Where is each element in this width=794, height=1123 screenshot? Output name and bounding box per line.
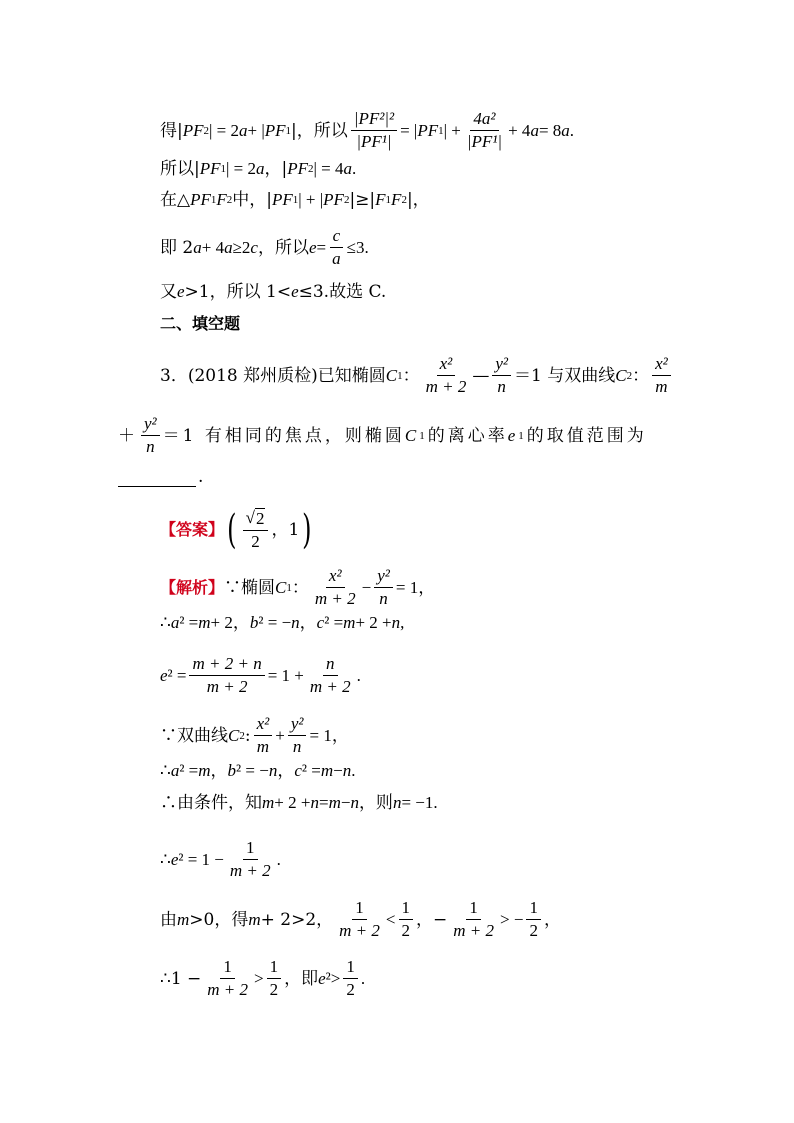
text: −	[333, 761, 343, 780]
text: .	[360, 968, 366, 988]
left-paren: (	[227, 507, 237, 553]
numerator: 1	[352, 898, 367, 920]
var-n: n	[391, 613, 401, 632]
numerator: 4a²	[470, 109, 498, 131]
text: ²>	[325, 968, 341, 988]
text: ，即	[284, 968, 319, 989]
solution-line-1	[160, 566, 435, 609]
text: 又	[160, 282, 177, 302]
text: .	[198, 467, 204, 487]
problem-line-1	[160, 354, 674, 397]
numerator: 1	[526, 898, 541, 920]
text: ，	[299, 613, 317, 633]
text: | = 4	[313, 159, 344, 178]
var-n: n	[310, 793, 319, 812]
denominator: m + 2	[309, 677, 351, 696]
denominator: n	[146, 437, 155, 456]
var-pf: PF	[199, 159, 221, 178]
heading-text: 二、填空题	[160, 314, 241, 333]
numerator: 1	[220, 957, 235, 979]
subscript: 2	[626, 369, 633, 382]
derivation-line-1	[160, 109, 574, 152]
text: ² =	[301, 761, 321, 780]
denominator: n	[292, 737, 302, 756]
text: ≥2	[232, 237, 251, 257]
denominator: m + 2	[207, 980, 249, 999]
text: 3．(2018 郑州质检)已知椭圆	[160, 365, 386, 386]
text: ，则	[358, 793, 393, 813]
var-c: c	[294, 761, 302, 780]
text: ＝1 与双曲线	[514, 365, 616, 386]
var-m: m	[320, 761, 334, 780]
fraction	[141, 414, 160, 457]
subscript: 1	[285, 124, 292, 137]
text: ∴1 −	[160, 968, 202, 989]
var-m: m	[198, 613, 211, 632]
var-m: m	[248, 909, 261, 929]
denominator: 2	[346, 980, 355, 999]
denominator: m + 2	[206, 677, 248, 696]
text: + 2 +	[274, 793, 311, 812]
text: ∵椭圆	[224, 577, 276, 598]
text: + 2 +	[355, 613, 392, 632]
text: ∴	[160, 613, 171, 633]
var-a: a	[170, 761, 180, 780]
subscript: 2	[343, 194, 350, 206]
var-n: n	[342, 761, 352, 780]
numerator: x²	[437, 354, 456, 376]
text: .	[356, 665, 361, 685]
var-e: e	[170, 849, 179, 869]
var-c: C	[385, 365, 398, 385]
solution-line-9	[160, 957, 365, 1000]
subscript: 2	[239, 729, 245, 742]
var-n: n	[392, 793, 402, 812]
text: 中，|	[232, 190, 272, 210]
var-n: n	[291, 613, 300, 632]
var-e: e	[291, 282, 299, 301]
fraction	[374, 566, 393, 609]
text: ，1	[271, 520, 300, 540]
solution-line-6	[160, 792, 438, 814]
fraction	[189, 654, 264, 697]
text: 得|	[160, 120, 183, 141]
solution-line-4	[160, 714, 349, 757]
text: ≤3.	[346, 237, 369, 257]
fraction	[336, 898, 383, 941]
var-pf: PF	[190, 190, 211, 209]
denominator: m + 2	[425, 377, 467, 396]
answer-label: 【答案】	[160, 520, 225, 539]
subscript: 1	[419, 429, 428, 442]
text: | = 2	[226, 159, 257, 178]
fraction	[464, 109, 505, 152]
numerator: |PF²|²	[351, 109, 397, 131]
var-pf: PF	[287, 159, 309, 178]
denominator: |PF¹|	[466, 132, 503, 151]
text: .	[276, 849, 281, 869]
text: ＋	[118, 425, 138, 446]
var-m: m	[328, 793, 341, 812]
text: + 4	[508, 120, 531, 140]
fraction	[288, 714, 307, 757]
var-c: C	[228, 725, 240, 745]
text: ：	[291, 577, 309, 598]
text: = 1，	[309, 725, 349, 745]
text: ：	[402, 365, 420, 386]
var-a: a	[239, 120, 248, 140]
var-n: n	[268, 761, 278, 780]
var-m: m	[198, 761, 211, 780]
subscript: 1	[210, 194, 217, 206]
answer-line	[160, 508, 315, 552]
numerator: 1	[399, 898, 414, 920]
fraction	[243, 508, 269, 552]
denominator: 2	[269, 980, 279, 999]
var-b: b	[227, 761, 237, 780]
text: ² = −	[258, 613, 292, 632]
numerator: y²	[492, 354, 511, 376]
text: ² =	[167, 665, 187, 685]
text: 的取值范围为	[526, 425, 647, 446]
var-e: e	[160, 665, 168, 685]
numerator: c	[330, 226, 344, 248]
var-a: a	[530, 120, 539, 140]
denominator: 2	[401, 921, 410, 940]
solution-line-2	[160, 612, 404, 634]
numerator: 1	[243, 838, 258, 860]
subscript: 2	[401, 194, 407, 206]
text: + |	[247, 120, 265, 140]
text: = −1.	[401, 793, 438, 812]
numerator	[243, 508, 269, 531]
derivation-line-5	[160, 281, 386, 303]
problem-line-2	[118, 414, 647, 457]
var-pf: PF	[271, 190, 293, 209]
fraction	[267, 957, 282, 1000]
text: ∵双曲线	[160, 725, 228, 746]
denominator: m + 2	[339, 921, 380, 940]
denominator: n	[379, 589, 388, 608]
var-n: n	[350, 793, 359, 812]
var-e: e	[177, 282, 185, 301]
text: = |	[400, 120, 418, 140]
text: = 1，	[395, 577, 436, 597]
fraction	[343, 957, 358, 1000]
solution-label: 【解析】	[160, 577, 225, 597]
numerator: x²	[254, 714, 273, 736]
text: +	[275, 725, 285, 745]
var-f: F	[391, 190, 402, 209]
numerator: m + 2 + n	[189, 654, 264, 676]
fraction	[204, 957, 251, 1000]
answer-blank-line	[118, 466, 203, 488]
var-b: b	[249, 613, 259, 632]
text: ，所以	[257, 237, 309, 258]
var-e: e	[318, 968, 326, 988]
var-m: m	[343, 613, 356, 632]
text: = 8	[538, 120, 562, 140]
text: ² =	[179, 761, 199, 780]
section-heading	[160, 313, 240, 335]
numerator: x²	[326, 566, 345, 588]
text: ，|	[264, 159, 288, 179]
derivation-line-3	[160, 189, 430, 211]
fraction	[423, 354, 470, 397]
fraction	[307, 654, 354, 697]
fraction	[312, 566, 359, 609]
fraction	[227, 838, 274, 881]
var-a: a	[256, 159, 265, 178]
var-a: a	[224, 237, 233, 257]
text: 的离心率	[427, 425, 508, 446]
fraction	[526, 898, 541, 941]
subscript: 2	[308, 163, 314, 175]
text: |，	[406, 190, 430, 210]
text: 所以|	[160, 159, 200, 179]
denominator: n	[497, 377, 506, 396]
right-paren: )	[302, 507, 312, 553]
subscript: 1	[286, 581, 292, 594]
var-a: a	[561, 120, 570, 140]
text: .	[351, 761, 356, 780]
numerator: x²	[652, 354, 671, 376]
var-f: F	[216, 190, 227, 209]
derivation-line-4	[160, 226, 369, 269]
numerator: 1	[267, 957, 282, 979]
solution-line-5	[160, 760, 355, 782]
text: ∴由条件，知	[160, 793, 262, 813]
var-a: a	[193, 237, 202, 257]
var-c: c	[250, 237, 258, 257]
var-c: C	[615, 365, 627, 385]
fraction	[492, 354, 511, 397]
text: + 4	[201, 237, 225, 257]
text: >	[254, 968, 264, 988]
text: :	[244, 725, 251, 746]
subscript: 2	[203, 124, 210, 137]
text: ² = −	[236, 761, 269, 780]
text: + 2，	[210, 613, 250, 632]
text: <	[385, 909, 396, 929]
text: =	[318, 793, 329, 812]
text: = 1 +	[267, 665, 304, 685]
denominator: 2	[251, 532, 260, 551]
subscript: 1	[438, 124, 444, 137]
text: ，−	[416, 909, 448, 930]
text: =	[316, 237, 327, 257]
text: ² =	[179, 613, 199, 632]
text: 由	[160, 909, 177, 930]
text: ² =	[324, 613, 344, 632]
fraction	[399, 898, 414, 941]
numerator: y²	[141, 414, 160, 436]
text: .	[352, 159, 357, 178]
text: + 2>2，	[260, 909, 334, 930]
denominator: m + 2	[314, 589, 356, 608]
solution-line-8	[160, 898, 561, 941]
text: −	[361, 577, 372, 597]
var-pf: PF	[182, 120, 204, 140]
text: ＝1 有相同的焦点，则椭圆	[162, 425, 405, 446]
var-c: c	[316, 613, 325, 632]
var-m: m	[177, 909, 190, 929]
solution-line-7	[160, 838, 281, 881]
var-e: e	[507, 425, 519, 445]
answer-blank	[118, 468, 196, 487]
text: |，所以	[291, 120, 348, 141]
text: >1，所以 1<	[184, 282, 292, 302]
text: 在△	[160, 190, 191, 210]
text: ，	[277, 761, 295, 781]
fraction	[450, 898, 497, 941]
denominator: |PF¹|	[356, 132, 392, 151]
text: |≥|	[349, 190, 376, 210]
solution-line-3	[160, 654, 361, 697]
subscript: 1	[397, 369, 403, 382]
text: | = 2	[209, 120, 240, 140]
text: | + |	[298, 190, 324, 209]
numerator: n	[323, 654, 338, 676]
numerator: y²	[374, 566, 393, 588]
var-a: a	[343, 159, 353, 178]
text: ，	[543, 909, 561, 930]
numerator: y²	[288, 714, 307, 736]
radicand: 2	[255, 509, 265, 528]
denominator: a	[332, 249, 341, 268]
text: > −	[500, 909, 524, 929]
sqrt: √ 2	[245, 508, 265, 528]
numerator: 1	[466, 898, 481, 920]
denominator: m + 2	[229, 861, 271, 880]
var-m: m	[262, 793, 275, 812]
var-pf: PF	[264, 120, 286, 140]
text: ：	[632, 365, 650, 386]
text: —	[472, 365, 490, 386]
subscript: 2	[226, 194, 233, 206]
text: >0，得	[189, 909, 249, 930]
fraction	[652, 354, 671, 397]
var-a: a	[170, 613, 180, 632]
text: ，	[210, 761, 228, 781]
var-c: C	[275, 577, 287, 597]
var-e: e	[308, 237, 317, 257]
text: | +	[443, 120, 461, 140]
subscript: 1	[292, 194, 299, 206]
text: ² = 1 −	[178, 849, 224, 869]
denominator: m + 2	[453, 921, 494, 940]
numerator: 1	[343, 957, 358, 979]
var-pf: PF	[417, 120, 439, 140]
subscript: 1	[385, 194, 392, 206]
derivation-line-2	[160, 158, 356, 180]
text: 即 2	[160, 237, 194, 258]
fraction	[329, 226, 344, 269]
denominator: m	[256, 737, 270, 756]
var-f: F	[375, 190, 386, 209]
text: .	[569, 120, 575, 140]
text: ≤3.故选 C.	[298, 282, 387, 302]
subscript: 1	[220, 163, 227, 175]
subscript: 1	[518, 429, 527, 442]
text: ,	[400, 613, 405, 632]
fraction	[254, 714, 273, 757]
text: ∴	[160, 761, 171, 781]
text: ∴	[160, 849, 171, 870]
text: −	[340, 793, 351, 812]
var-pf: PF	[323, 190, 344, 209]
fraction	[351, 109, 397, 152]
denominator: m	[655, 377, 668, 396]
var-c: C	[404, 425, 420, 445]
denominator: 2	[529, 921, 538, 940]
